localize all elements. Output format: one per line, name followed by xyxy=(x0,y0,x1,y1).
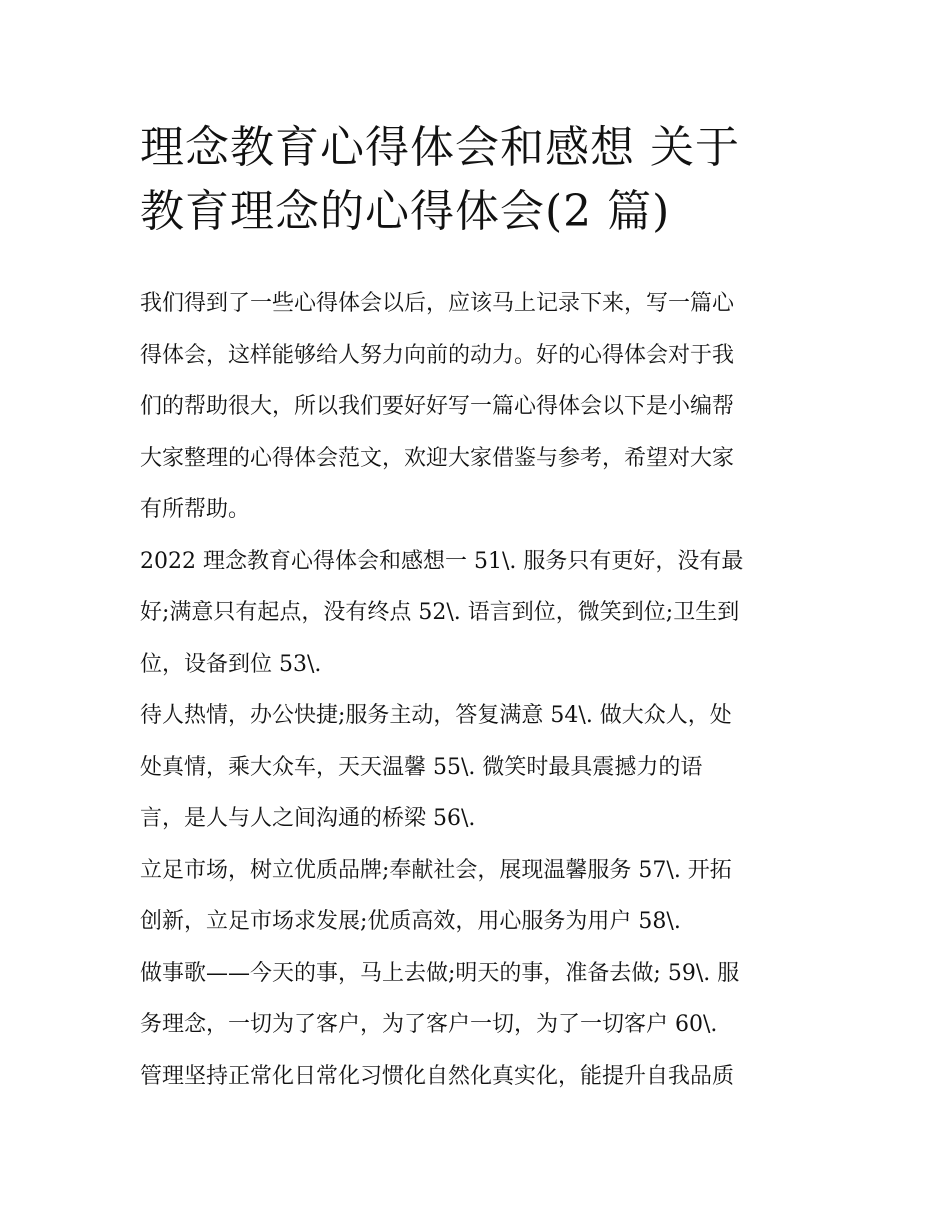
title-line: 教育理念的心得体会(2 篇) xyxy=(140,186,671,237)
body-line: 处真情，乘大众车，天天温馨 55\. 微笑时最具震撼力的语 xyxy=(140,754,703,780)
body-line: 管理坚持正常化日常化习惯化自然化真实化，能提升自我品质 xyxy=(140,1063,735,1089)
body-line: 务理念，一切为了客户，为了客户一切，为了一切客户 60\. xyxy=(140,1012,718,1037)
title-line: 理念教育心得体会和感想 关于 xyxy=(140,122,740,173)
body-line: 得体会，这样能够给人努力向前的动力。好的心得体会对于我 xyxy=(140,342,735,368)
body-line: 言，是人与人之间沟通的桥梁 56\. xyxy=(140,806,476,831)
body-line: 做事歌——今天的事，马上去做;明天的事，准备去做; 59\. 服 xyxy=(140,960,740,986)
body-line: 大家整理的心得体会范文，欢迎大家借鉴与参考，希望对大家 xyxy=(140,445,735,471)
body-line: 创新，立足市场求发展;优质高效，用心服务为用户 58\. xyxy=(140,909,681,934)
body-line: 位，设备到位 53\. xyxy=(140,651,322,677)
body-line: 立足市场，树立优质品牌;奉献社会，展现温馨服务 57\. 开拓 xyxy=(140,857,732,883)
document-title xyxy=(140,116,830,244)
body-line: 我们得到了一些心得体会以后，应该马上记录下来，写一篇心 xyxy=(140,291,735,316)
body-line: 有所帮助。 xyxy=(140,497,251,522)
body-line: 们的帮助很大，所以我们要好好写一篇心得体会以下是小编帮 xyxy=(140,394,735,419)
body-line: 待人热情，办公快捷;服务主动，答复满意 54\. 做大众人，处 xyxy=(140,703,732,728)
body-line: 2022 理念教育心得体会和感想一 51\. 服务只有更好，没有最 xyxy=(140,548,744,574)
body-line: 好;满意只有起点，没有终点 52\. 语言到位，微笑到位;卫生到 xyxy=(140,600,740,625)
document-body xyxy=(140,278,830,1102)
